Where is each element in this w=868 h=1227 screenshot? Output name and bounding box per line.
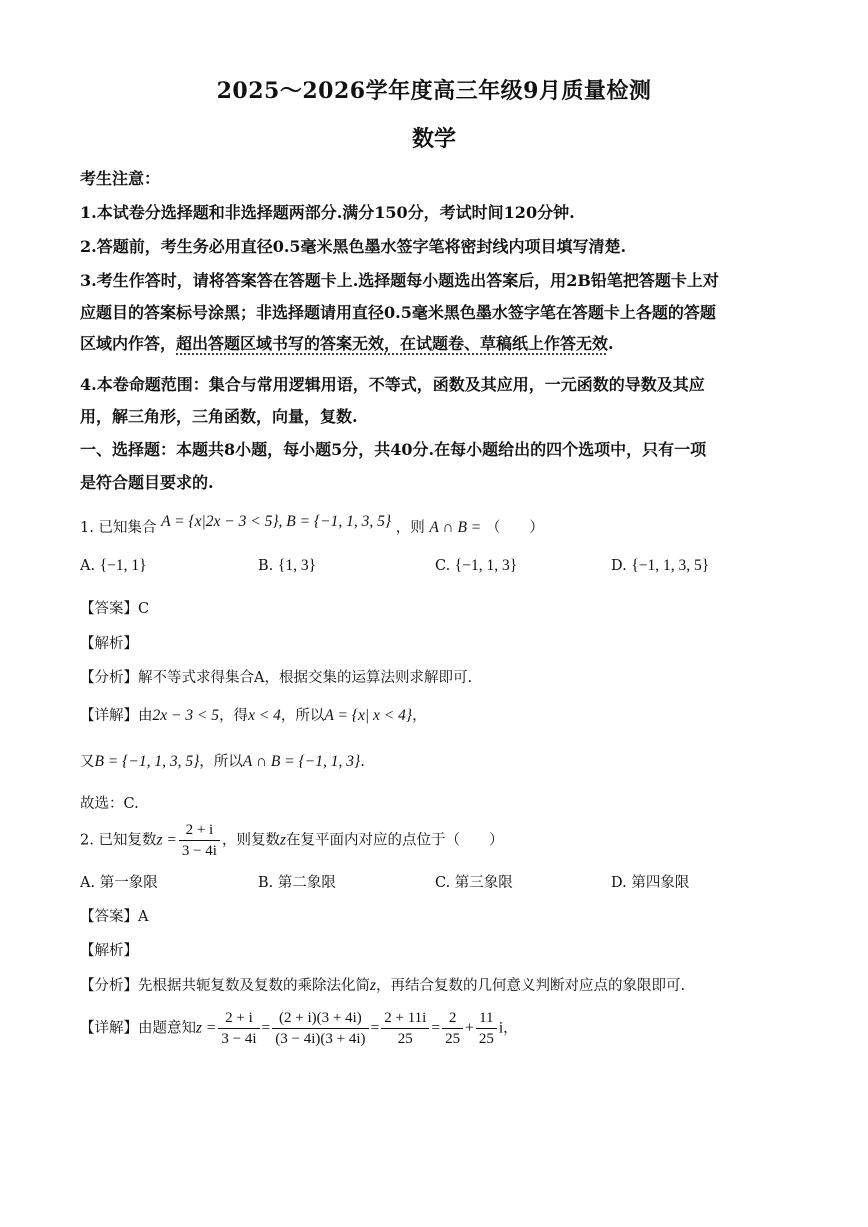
notice-item-2: 2.答题前，考生务必用直径0.5毫米黑色墨水签字笔将密封线内项目填写清楚. (80, 237, 627, 256)
option-value: 第四象限 (631, 875, 690, 891)
q1-answer: 【答案】C (80, 601, 150, 617)
question-2-stem (80, 820, 504, 861)
option-label: A. (80, 875, 96, 891)
q2-analysis-heading: 【解析】 (80, 943, 138, 959)
q2-fraction (179, 820, 220, 861)
q2-answer: 【答案】A (80, 909, 149, 925)
equals-sign: = (370, 1019, 380, 1037)
imaginary-unit: i (498, 1019, 504, 1037)
option-label: C. (435, 875, 451, 891)
fraction-denominator: 3 − 4i (221, 1031, 257, 1047)
analysis-text: ，再结合复数的几何意义判断对应点的象限即可. (376, 978, 686, 994)
q1-detail-line-2 (80, 750, 365, 771)
notice-item-1: 1.本试卷分选择题和非选择题两部分.满分150分，考试时间120分钟. (80, 203, 575, 222)
detail-fraction-4 (442, 1008, 463, 1049)
option-value: {−1, 1, 3} (454, 557, 518, 574)
fraction-numerator: 2 (442, 1008, 463, 1029)
section-heading-line-2: 是符合题目要求的. (80, 473, 214, 492)
notice-item-3-line-3-end: . (608, 334, 614, 353)
page-title: 2025～2026学年度高三年级9月质量检测 (216, 78, 652, 104)
fraction-denominator: (3 − 4i)(3 + 4i) (275, 1031, 366, 1047)
q2-detail (80, 1008, 518, 1049)
option-value: {1, 3} (277, 557, 317, 574)
detail-label: 【详解】由题意知 (80, 1020, 196, 1037)
q1-blank: （ ） (485, 520, 544, 536)
fraction-numerator: 11 (476, 1008, 497, 1029)
q1-conclusion: 故选：C. (80, 796, 139, 812)
q1-detail-line-1 (80, 704, 427, 725)
option-value: {−1, 1, 3, 5} (631, 557, 710, 574)
option-value: 第二象限 (277, 875, 336, 891)
notice-heading: 考生注意： (80, 169, 161, 188)
math-z: z = (156, 831, 177, 849)
detail-text: ， (412, 708, 427, 724)
option-label: A. (80, 558, 96, 574)
math-result: x < 4 (248, 707, 281, 724)
math-set-b: B = {−1, 1, 3, 5} (94, 753, 200, 770)
option-value: 第一象限 (99, 875, 158, 891)
plus-sign: + (465, 1019, 474, 1037)
math-z: z (370, 977, 377, 994)
q2-text: ，则复数 (221, 832, 280, 849)
math-z: z = (196, 1019, 217, 1037)
detail-label: 【详解】由 (80, 708, 153, 724)
q1-sets: A = {x|2x − 3 < 5}, B = {−1, 1, 3, 5} (161, 513, 392, 530)
option-label: C. (435, 558, 451, 574)
q2-text: 在复平面内对应的点位于（ ） (286, 832, 504, 849)
q1-prefix: 1. 已知集合 (80, 520, 157, 536)
detail-fraction-2 (272, 1008, 368, 1049)
option-value: {−1, 1} (99, 557, 147, 574)
notice-item-4-line-1: 4.本卷命题范围：集合与常用逻辑用语，不等式，函数及其应用，一元函数的导数及其应 (80, 375, 705, 394)
notice-item-3-line-3 (80, 331, 614, 354)
math-set-a: A = {x| x < 4} (324, 707, 413, 724)
detail-text: ， (503, 1020, 518, 1037)
q1-intersection: A ∩ B = (429, 519, 482, 536)
notice-item-4-line-2: 用，解三角形，三角函数，向量，复数. (80, 407, 358, 426)
detail-text: ，所以 (199, 754, 243, 770)
option-label: D. (611, 558, 627, 574)
option-value: 第三象限 (454, 875, 513, 891)
fraction-denominator: 25 (397, 1031, 413, 1047)
q1-analysis: 【分析】解不等式求得集合A，根据交集的运算法则求解即可. (80, 670, 473, 686)
q1-analysis-heading: 【解析】 (80, 636, 138, 652)
notice-item-3-line-3-start: 区域内作答， (80, 334, 177, 353)
detail-fraction-1 (218, 1008, 259, 1049)
notice-item-3-line-2: 应题目的答案标号涂黑；非选择题请用直径0.5毫米黑色墨水签字笔在答题卡上各题的答题 (80, 303, 716, 322)
option-label: D. (611, 875, 627, 891)
subject-title: 数学 (411, 126, 456, 152)
q2-analysis (80, 974, 685, 995)
math-intersection-result: A ∩ B = {−1, 1, 3} (242, 753, 361, 770)
fraction-denominator: 3 − 4i (181, 843, 217, 859)
q2-option-d (611, 871, 689, 892)
detail-fraction-5 (476, 1008, 497, 1049)
detail-fraction-3 (381, 1008, 429, 1049)
analysis-text: 【分析】先根据共轭复数及复数的乘除法化简 (80, 978, 370, 994)
option-label: B. (258, 875, 274, 891)
option-label: B. (258, 558, 274, 574)
detail-text: ，所以 (280, 708, 325, 724)
q2-option-a (80, 871, 158, 892)
q1-option-d (611, 557, 709, 575)
detail-text: . (360, 754, 365, 770)
fraction-numerator: 2 + i (179, 820, 220, 841)
fraction-numerator: (2 + i)(3 + 4i) (272, 1008, 368, 1029)
equals-sign: = (261, 1019, 271, 1037)
section-heading-line-1: 一、选择题：本题共8小题，每小题5分，共40分.在每小题给出的四个选项中，只有一项 (80, 440, 707, 459)
q1-option-a (80, 557, 147, 575)
q1-option-b (258, 557, 316, 575)
detail-text: ，得 (219, 708, 249, 724)
q1-option-c (435, 557, 517, 575)
fraction-denominator: 25 (478, 1031, 494, 1047)
q1-mid: ，则 (395, 520, 425, 536)
fraction-numerator: 2 + i (218, 1008, 259, 1029)
equals-sign: = (431, 1019, 441, 1037)
q2-prefix: 2. 已知复数 (80, 832, 157, 849)
math-z: z (279, 831, 287, 849)
math-inequality: 2x − 3 < 5 (152, 707, 220, 724)
fraction-denominator: 25 (445, 1031, 461, 1047)
q2-option-c (435, 871, 513, 892)
detail-text: 又 (80, 754, 95, 770)
notice-item-3-line-1: 3.考生作答时，请将答案答在答题卡上.选择题每小题选出答案后，用2B铅笔把答题卡上对 (80, 271, 719, 290)
fraction-numerator: 2 + 11i (381, 1008, 429, 1029)
emphasis-dotted-text: 超出答题区域书写的答案无效，在试题卷、草稿纸上作答无效 (176, 334, 609, 353)
question-1-stem (80, 513, 544, 537)
q2-option-b (258, 871, 336, 892)
